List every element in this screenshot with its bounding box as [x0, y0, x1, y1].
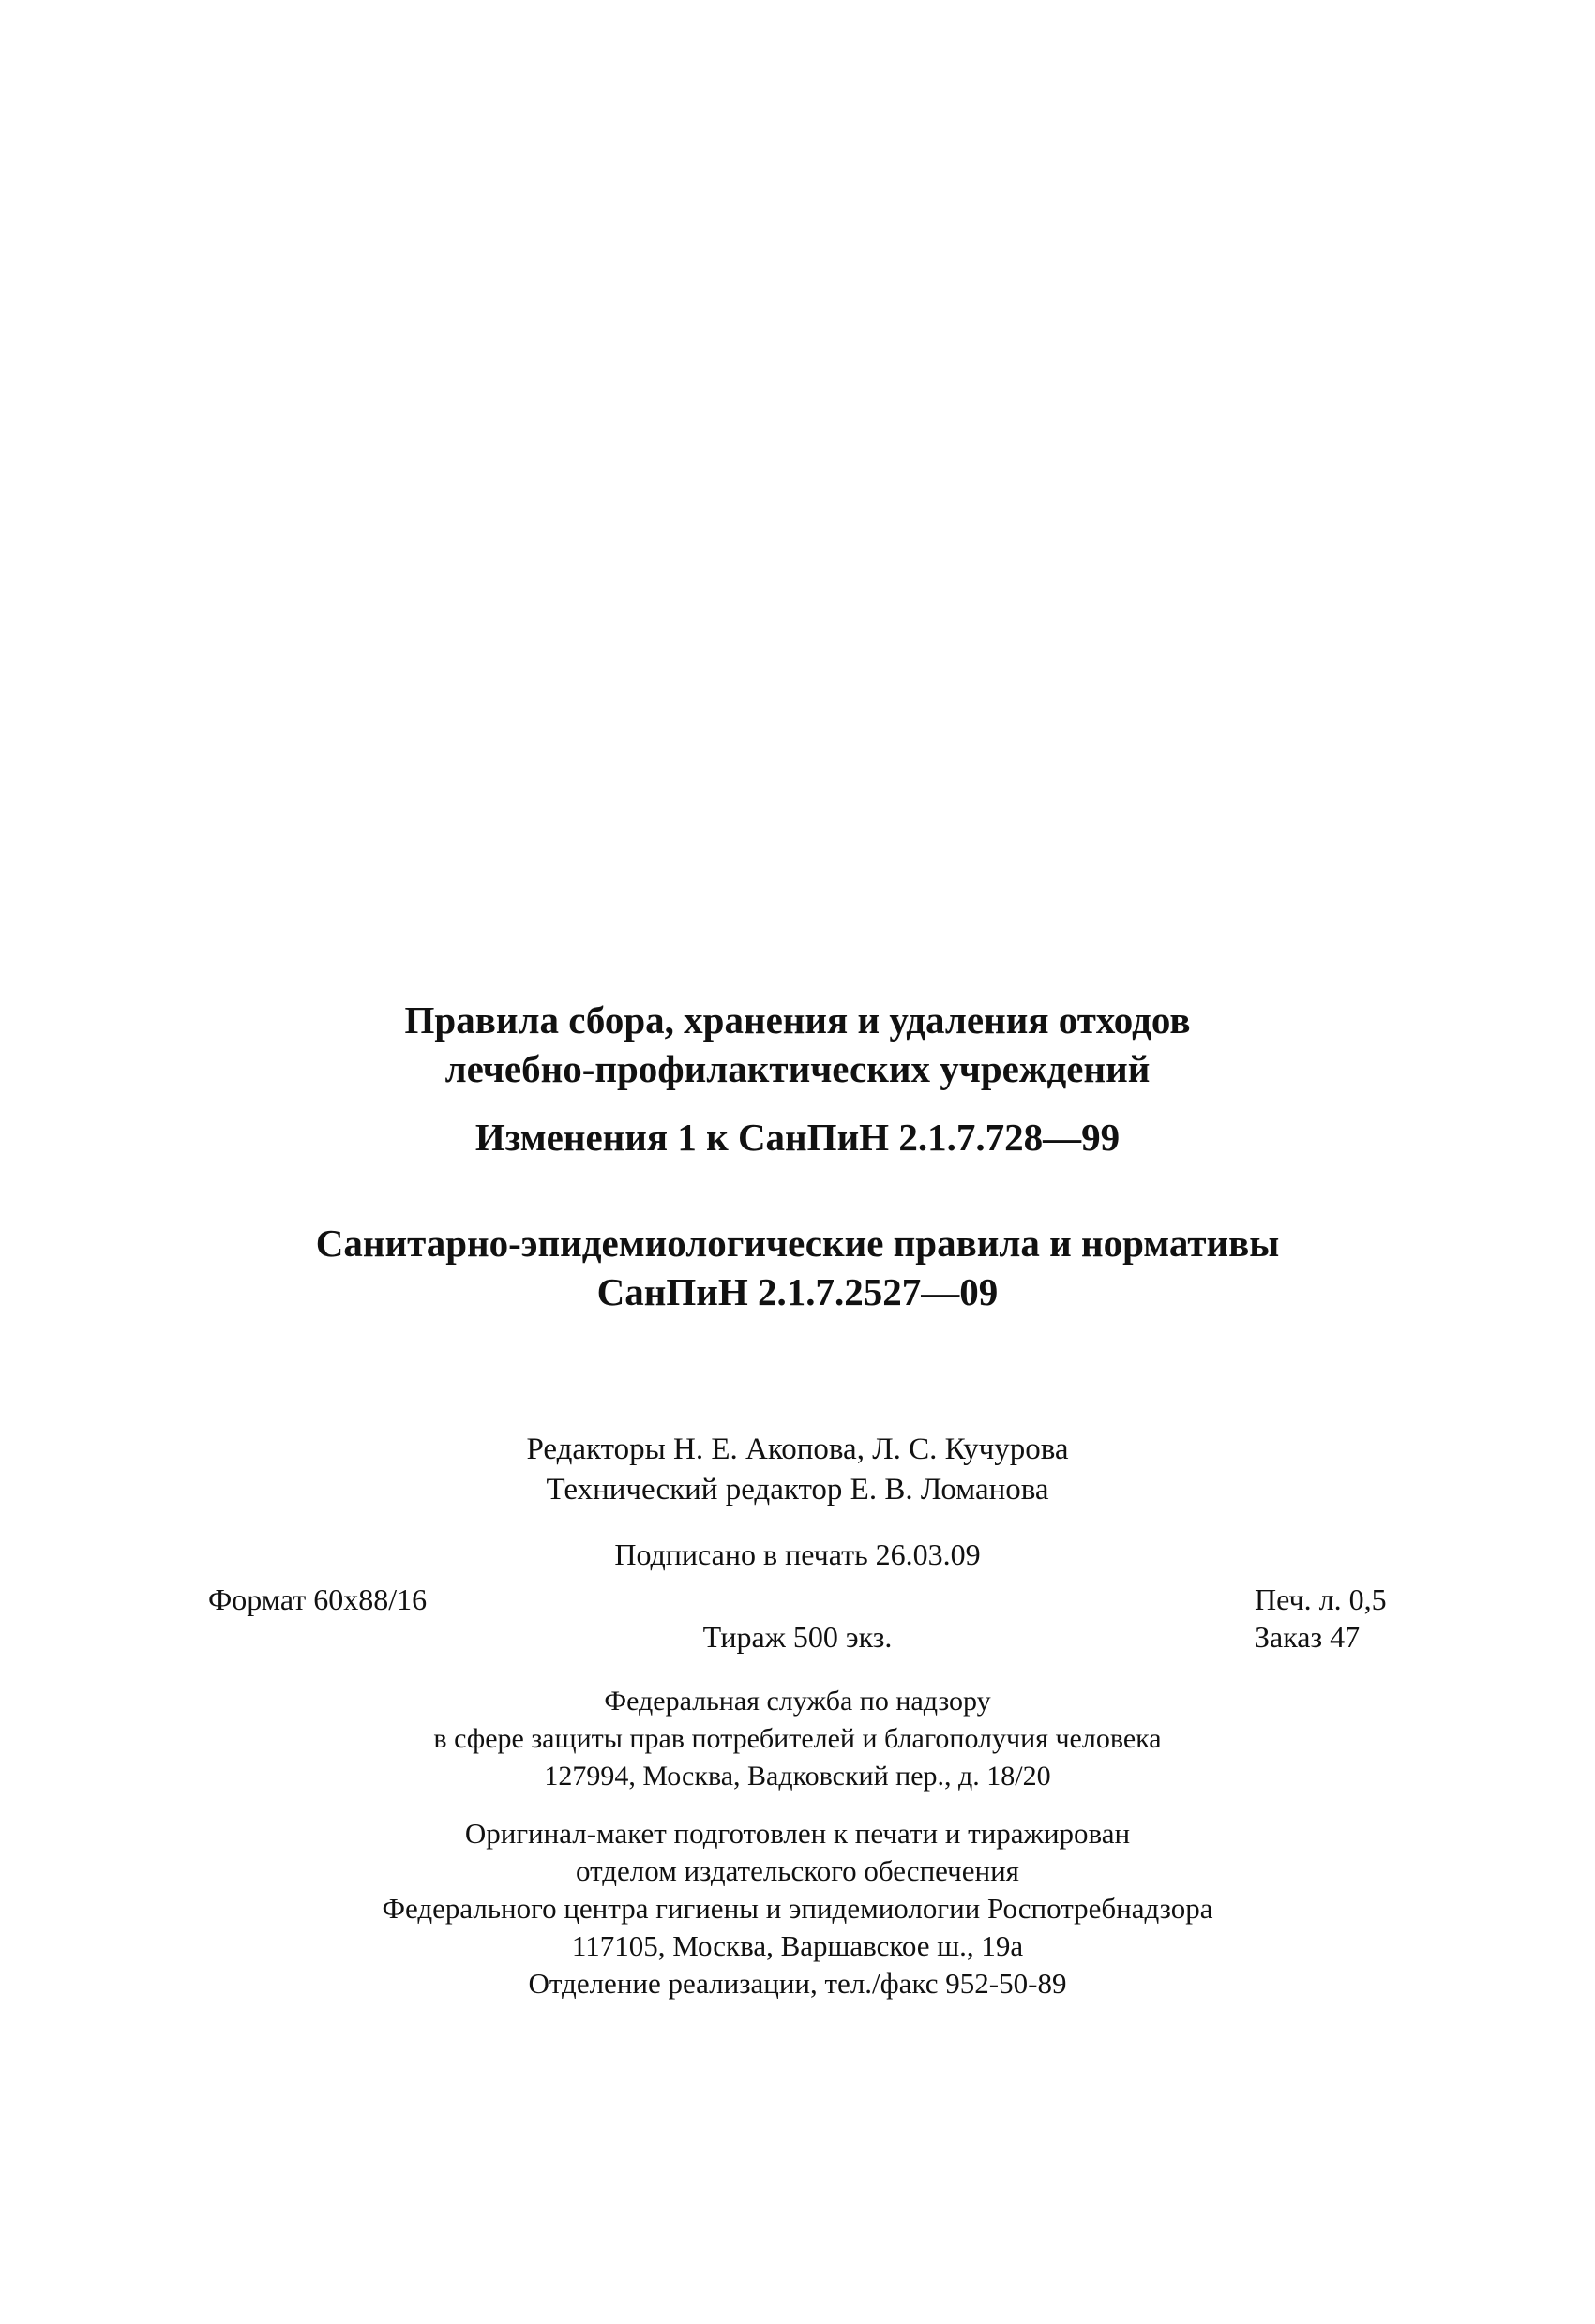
publisher-line-2: в сфере защиты прав потребителей и благополучия человека: [433, 1723, 1162, 1754]
editors-section: [0, 1430, 1595, 1510]
producer-section: [0, 1815, 1595, 2002]
signed-to-print: [0, 1535, 1595, 1574]
producer-line-1: Оригинал-макет подготовлен к печати и тиражирован: [464, 1817, 1131, 1850]
circulation-line: Тираж 500 экз.: [702, 1620, 893, 1654]
producer-line-3: Федерального центра гигиены и эпидемиологии Роспотребнадзора: [382, 1892, 1213, 1925]
publisher-line-3: 127994, Москва, Вадковский пер., д. 18/20: [544, 1761, 1051, 1792]
producer-line-2: отделом издательского обеспечения: [576, 1854, 1019, 1887]
rules-line-1: Санитарно-эпидемиологические правила и нормативы: [315, 1222, 1280, 1265]
format-label: Формат 60x88/16: [208, 1582, 428, 1616]
editors-line: Редакторы Н. Е. Акопова, Л. С. Кучурова: [526, 1432, 1069, 1466]
print-sheets-label: Печ. л. 0,5: [1255, 1582, 1387, 1616]
producer-line-5: Отделение реализации, тел./факс 952-50-89: [528, 1967, 1067, 2000]
amendment-line: Изменения 1 к СанПиН 2.1.7.728—99: [474, 1116, 1121, 1159]
title-line-1: Правила сбора, хранения и удаления отходов: [404, 998, 1191, 1042]
publisher-line-1: Федеральная служба по надзору: [604, 1686, 991, 1717]
title-line-2: лечебно-профилактических учреждений: [444, 1047, 1151, 1090]
document-title: [0, 996, 1595, 1093]
producer-line-4: 117105, Москва, Варшавское ш., 19а: [571, 1929, 1024, 1962]
signed-line: Подписано в печать 26.03.09: [614, 1537, 981, 1571]
rules-heading: [0, 1219, 1595, 1316]
order-label: Заказ 47: [1255, 1620, 1361, 1654]
rules-line-2: СанПиН 2.1.7.2527—09: [596, 1270, 999, 1313]
amendment-heading: [0, 1113, 1595, 1162]
tech-editor-line: Технический редактор Е. В. Ломанова: [546, 1473, 1049, 1507]
publisher-section: [0, 1683, 1595, 1795]
